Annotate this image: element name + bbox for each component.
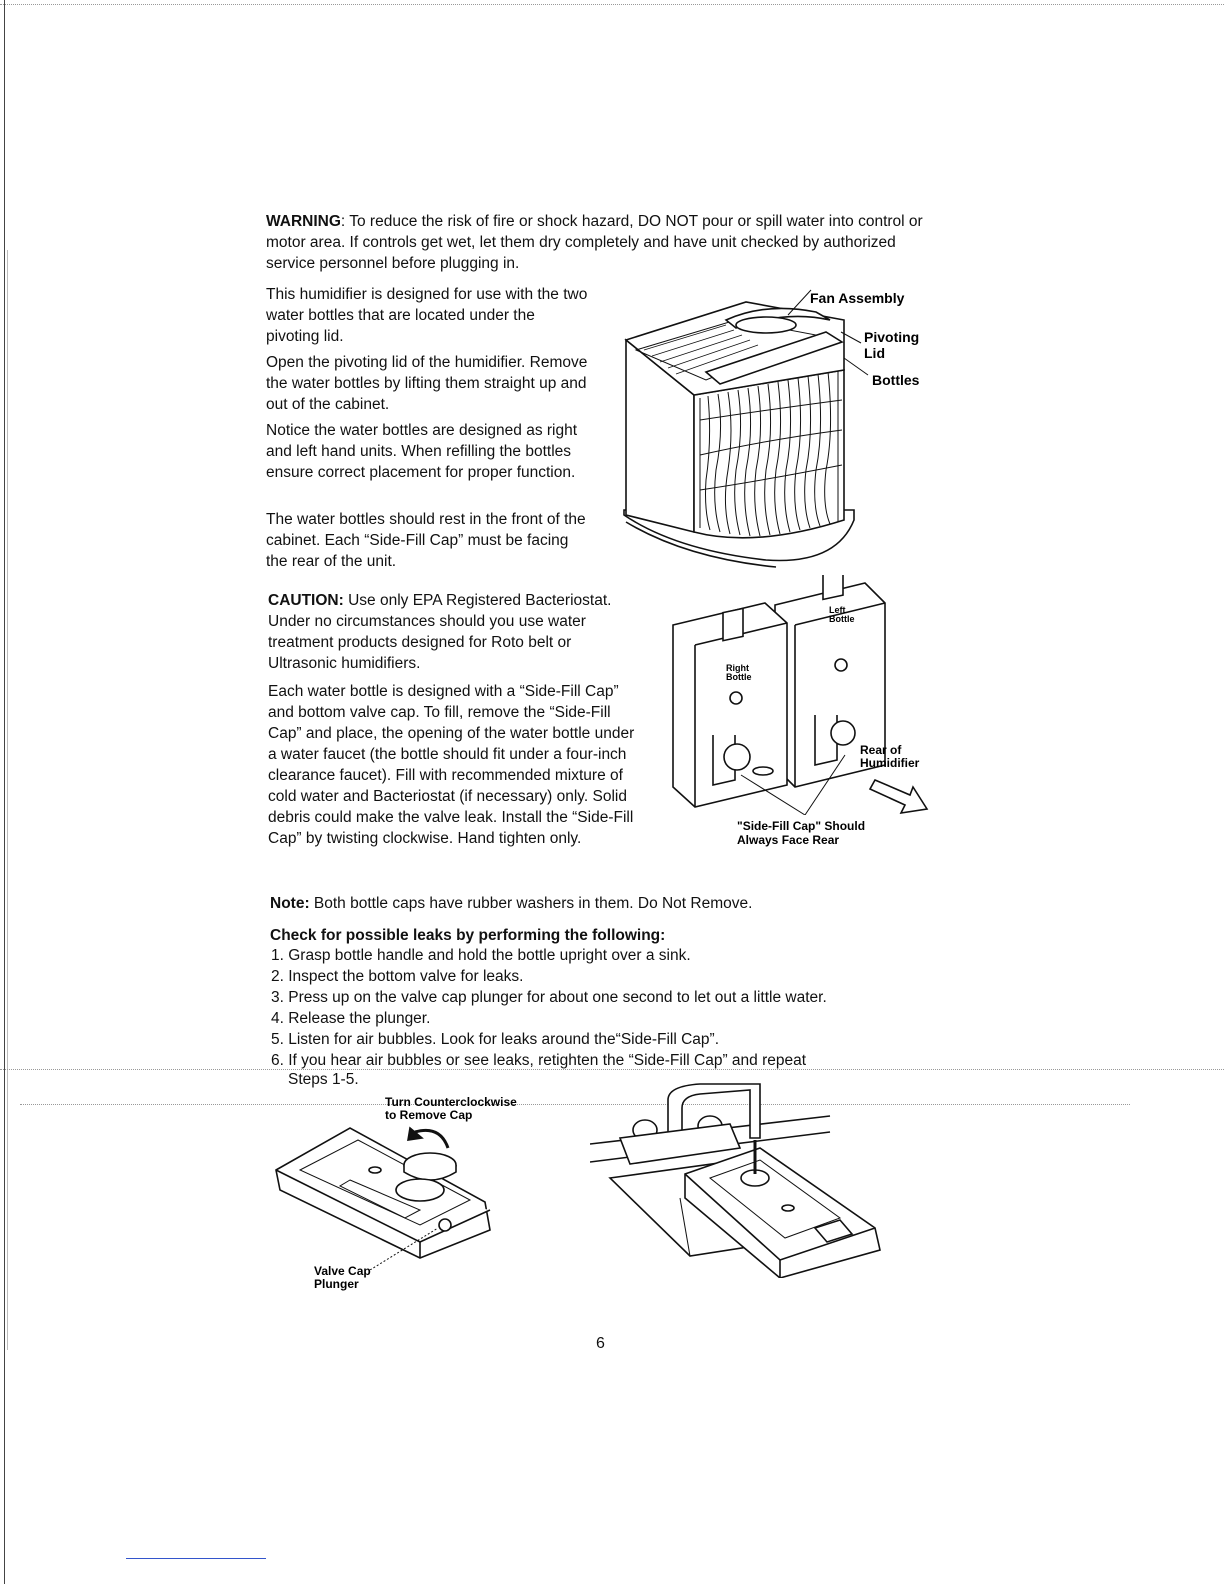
humidifier-cabinet-illustration [616, 280, 946, 580]
check-step: 6. If you hear air bubbles or see leaks, retighten the “Side-Fill Cap” and repeat [271, 1052, 807, 1069]
page-number: 6 [596, 1335, 605, 1352]
left-bottle-label: Left Bottle [829, 605, 855, 624]
valve-cap-plunger-line-1: Valve Cap [314, 1264, 371, 1278]
check-step: 3. Press up on the valve cap plunger for about one second to let out a little water. [271, 989, 827, 1006]
note-text: Both bottle caps have rubber washers in them. Do Not Remove. [309, 895, 753, 912]
check-heading: Check for possible leaks by performing the following: [270, 927, 666, 944]
scan-edge-line [7, 250, 8, 1350]
side-fill-note-line-1: "Side-Fill Cap" Should [737, 819, 866, 833]
valve-cap-plunger-line-2: Plunger [314, 1277, 359, 1291]
intro-paragraph-2: Open the pivoting lid of the humidifier. Remove the water bottles by lifting them straight up and out of the cabinet. [266, 354, 588, 413]
check-steps-list [271, 945, 971, 1071]
note-paragraph [270, 893, 970, 914]
scan-top-dots [0, 4, 1224, 5]
water-bottles-illustration [665, 575, 945, 815]
intro-paragraph-3: Notice the water bottles are designed as right and left hand units. When refilling the bottles ensure correct placement for proper function. [266, 422, 578, 481]
warning-text: : To reduce the risk of fire or shock hazard, DO NOT pour or spill water into control or motor area. If controls get wet, let them dry completely and have unit checked by authorized service personnel before plugging in. [266, 213, 923, 272]
faucet-fill-illustration [590, 1078, 910, 1278]
rear-of-humidifier-label: Rear of Humidifier [860, 743, 920, 770]
bottom-underline-artifact [126, 1558, 266, 1559]
intro-paragraph-4: The water bottles should rest in the front of the cabinet. Each “Side-Fill Cap” must be facing the rear of the unit. [266, 511, 586, 570]
scan-edge-line [4, 0, 5, 1584]
check-step: 1. Grasp bottle handle and hold the bottle upright over a sink. [271, 947, 691, 964]
scan-fold-line [20, 1104, 1130, 1105]
caution-paragraph [268, 590, 643, 674]
caution-text: Use only EPA Registered Bacteriostat. Under no circumstances should you use water treatment products designed for Roto belt or Ultrasonic humidifiers. [268, 592, 612, 672]
bottles-label: Bottles [872, 372, 920, 388]
fill-instructions-paragraph: Each water bottle is designed with a “Side-Fill Cap” and bottom valve cap. To fill, remove the “Side-Fill Cap” and place, the opening of the water bottle under a water faucet (the bottle should fit under a four-inch clearance faucet). Fill with recommended mixture of cold water and Bacteriostat (if necessary) only. Solid debris could make the valve leak. Install the “Side-Fill Cap” by twisting clockwise. Hand tighten only. [268, 683, 635, 847]
turn-counterclockwise-line-2: to Remove Cap [385, 1108, 473, 1122]
right-bottle-label: Right Bottle [726, 663, 752, 682]
intro-paragraph-1: This humidifier is designed for use with the two water bottles that are located under the pivoting lid. [266, 286, 588, 345]
check-step: 5. Listen for air bubbles. Look for leaks around the“Side-Fill Cap”. [271, 1031, 720, 1048]
pivoting-lid-label: Pivoting Lid [864, 329, 920, 361]
side-fill-note-line-2: Always Face Rear [737, 833, 840, 847]
caution-label: CAUTION: [268, 592, 344, 609]
check-steps-continuation: Steps 1-5. [288, 1071, 359, 1088]
check-step: 2. Inspect the bottom valve for leaks. [271, 968, 524, 985]
fan-assembly-label: Fan Assembly [810, 290, 905, 306]
turn-counterclockwise-line-1: Turn Counterclockwise [385, 1095, 517, 1109]
note-label: Note: [270, 895, 310, 912]
warning-paragraph [266, 211, 926, 274]
check-step: 4. Release the plunger. [271, 1010, 431, 1027]
cap-removal-illustration [270, 1110, 510, 1270]
warning-label: WARNING [266, 213, 341, 230]
